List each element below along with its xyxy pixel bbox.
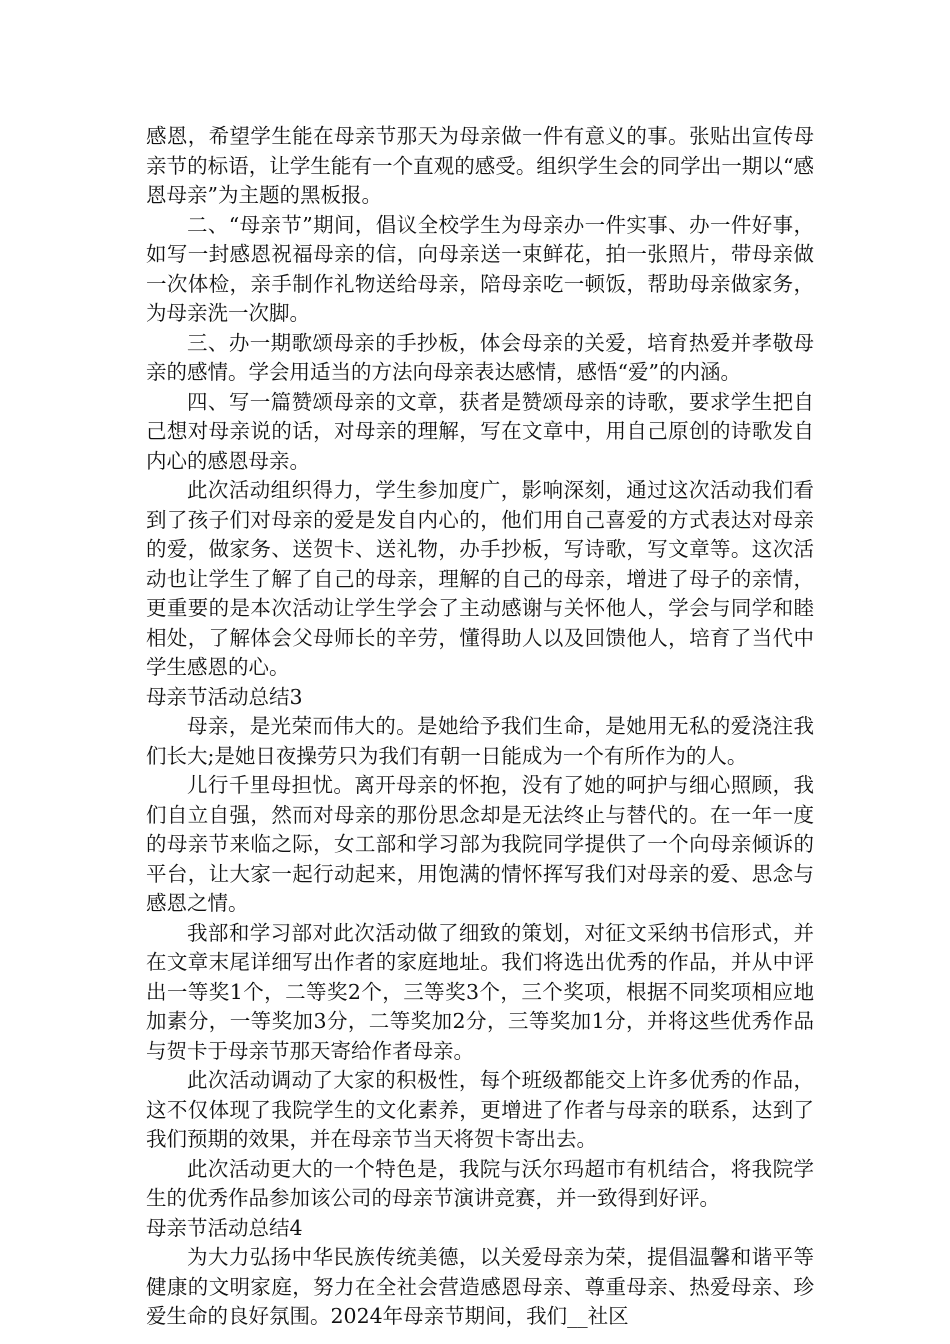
section-heading-3: 母亲节活动总结3 <box>146 684 303 709</box>
section-heading-4: 母亲节活动总结4 <box>146 1215 303 1240</box>
document-body <box>146 122 814 1332</box>
paragraph-planning: 我部和学习部对此次活动做了细致的策划，对征文采纳书信形式，并在文章末尾详细写出作者的家庭地址。我们将选出优秀的作品，并从中评出一等奖1个，二等奖2个，三等奖3个，三个奖项，根据不同奖项相应地加素分，一等奖加3分，二等奖加2分，三等奖加1分，并将这些优秀作品与贺卡于母亲节那天寄给作者母亲。 <box>146 920 814 1063</box>
paragraph-continuation: 感恩，希望学生能在母亲节那天为母亲做一件有意义的事。张贴出宣传母亲节的标语，让学生能有一个直观的感受。组织学生会的同学出一期以“感恩母亲”为主题的黑板报。 <box>146 124 814 207</box>
paragraph-mother-intro: 母亲，是光荣而伟大的。是她给予我们生命，是她用无私的爱浇注我们长大;是她日夜操劳只为我们有朝一日能成为一个有所作为的人。 <box>146 714 814 768</box>
paragraph-community: 为大力弘扬中华民族传统美德，以关爱母亲为荣，提倡温馨和谐平等健康的文明家庭，努力在全社会营造感恩母亲、尊重母亲、热爱母亲、珍爱生命的良好氛围。2024年母亲节期间，我们__社区 <box>146 1245 814 1328</box>
paragraph-item-3: 三、办一期歌颂母亲的手抄板，体会母亲的关爱，培育热爱并孝敬母亲的感情。学会用适当的方法向母亲表达感情，感悟“爱”的内涵。 <box>146 330 814 384</box>
paragraph-item-4: 四、写一篇赞颂母亲的文章，获者是赞颂母亲的诗歌，要求学生把自己想对母亲说的话，对母亲的理解，写在文章中，用自己原创的诗歌发自内心的感恩母亲。 <box>146 389 814 473</box>
paragraph-item-2: 二、“母亲节”期间，倡议全校学生为母亲办一件实事、办一件好事，如写一封感恩祝福母亲的信，向母亲送一束鲜花，拍一张照片，带母亲做一次体检，亲手制作礼物送给母亲，陪母亲吃一顿饭，帮助母亲做家务，为母亲洗一次脚。 <box>146 212 814 325</box>
paragraph-summary: 此次活动组织得力，学生参加度广，影响深刻，通过这次活动我们看到了孩子们对母亲的爱是发自内心的，他们用自己喜爱的方式表达对母亲的爱，做家务、送贺卡、送礼物，办手抄板，写诗歌，写文章等。这次活动也让学生了解了自己的母亲，理解的自己的母亲，增进了母子的亲情，更重要的是本次活动让学生学会了主动感谢与关怀他人，学会与同学和睦相处，了解体会父母师长的辛劳，懂得助人以及回馈他人，培育了当代中学生感恩的心。 <box>146 478 814 679</box>
paragraph-platform: 儿行千里母担忧。离开母亲的怀抱，没有了她的呵护与细心照顾，我们自立自强，然而对母亲的那份思念却是无法终止与替代的。在一年一度的母亲节来临之际，女工部和学习部为我院同学提供了一个向母亲倾诉的平台，让大家一起行动起来，用饱满的情怀挥写我们对母亲的爱、思念与感恩之情。 <box>146 773 814 915</box>
paragraph-effect: 此次活动调动了大家的积极性，每个班级都能交上许多优秀的作品，这不仅体现了我院学生的文化素养，更增进了作者与母亲的联系，达到了我们预期的效果，并在母亲节当天将贺卡寄出去。 <box>146 1068 814 1151</box>
paragraph-feature: 此次活动更大的一个特色是，我院与沃尔玛超市有机结合，将我院学生的优秀作品参加该公司的母亲节演讲竞赛，并一致得到好评。 <box>146 1156 814 1210</box>
